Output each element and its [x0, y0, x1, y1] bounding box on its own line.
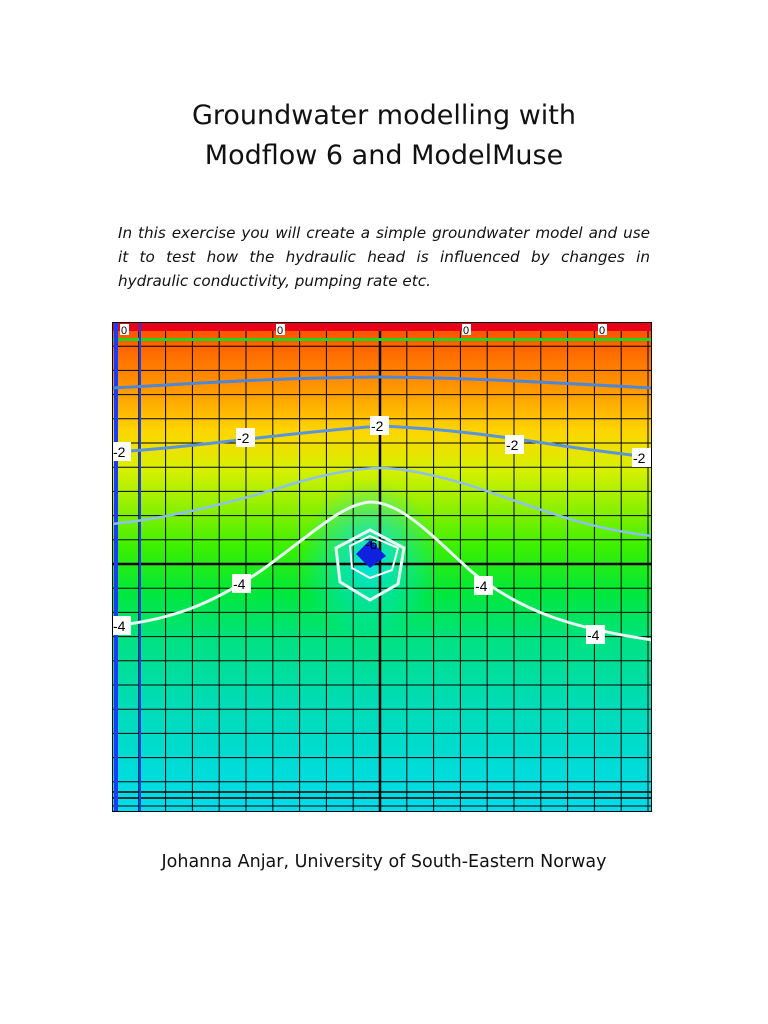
document-title: [0, 96, 768, 176]
left-boundary-blue: [114, 322, 118, 812]
boundary-marker-text: 0: [463, 325, 470, 337]
contour-label-lower: [474, 576, 493, 595]
boundary-marker-text: 0: [121, 325, 128, 337]
contour-label-lower: [232, 574, 251, 593]
contour-label-upper: [236, 428, 255, 447]
intro-paragraph: In this exercise you will create a simple groundwater model and use it to test how the hydraulic head is influenced by changes in hydraulic conductivity, pumping rate etc.: [118, 224, 650, 291]
contour-label-upper: [112, 442, 131, 461]
contour-label-lower: [112, 616, 131, 635]
model-head-map-figure: [112, 322, 652, 812]
contour-label-text: -2: [506, 437, 519, 453]
contour-label-text: -4: [587, 627, 600, 643]
boundary-marker-text: 0: [599, 325, 606, 337]
constant-head-boundary-green: [112, 338, 652, 341]
title-line-2: Modflow 6 and ModelMuse: [204, 140, 564, 171]
contour-label-text: -4: [475, 578, 488, 594]
contour-label-upper: [370, 416, 389, 435]
contour-label-text: -2: [237, 430, 250, 446]
contour-label-upper: [632, 448, 651, 467]
contour-label-text: -2: [371, 418, 384, 434]
top-boundary-red: [112, 322, 652, 331]
contour-label-text: -4: [113, 618, 126, 634]
boundary-marker-text: 0: [277, 325, 284, 337]
title-line-1: Groundwater modelling with: [191, 100, 576, 131]
author-credit: Johanna Anjar, University of South-Eastern Norway: [161, 852, 607, 872]
hydraulic-head-map: [112, 322, 652, 812]
contour-label-upper: [505, 435, 524, 454]
contour-label-text: -2: [113, 444, 126, 460]
contour-label-lower: [586, 625, 605, 644]
contour-label-text: -2: [633, 450, 646, 466]
left-boundary-blue-inner: [139, 322, 141, 812]
contour-label-text: -4: [233, 576, 246, 592]
contour-label-text: -6: [365, 536, 378, 552]
